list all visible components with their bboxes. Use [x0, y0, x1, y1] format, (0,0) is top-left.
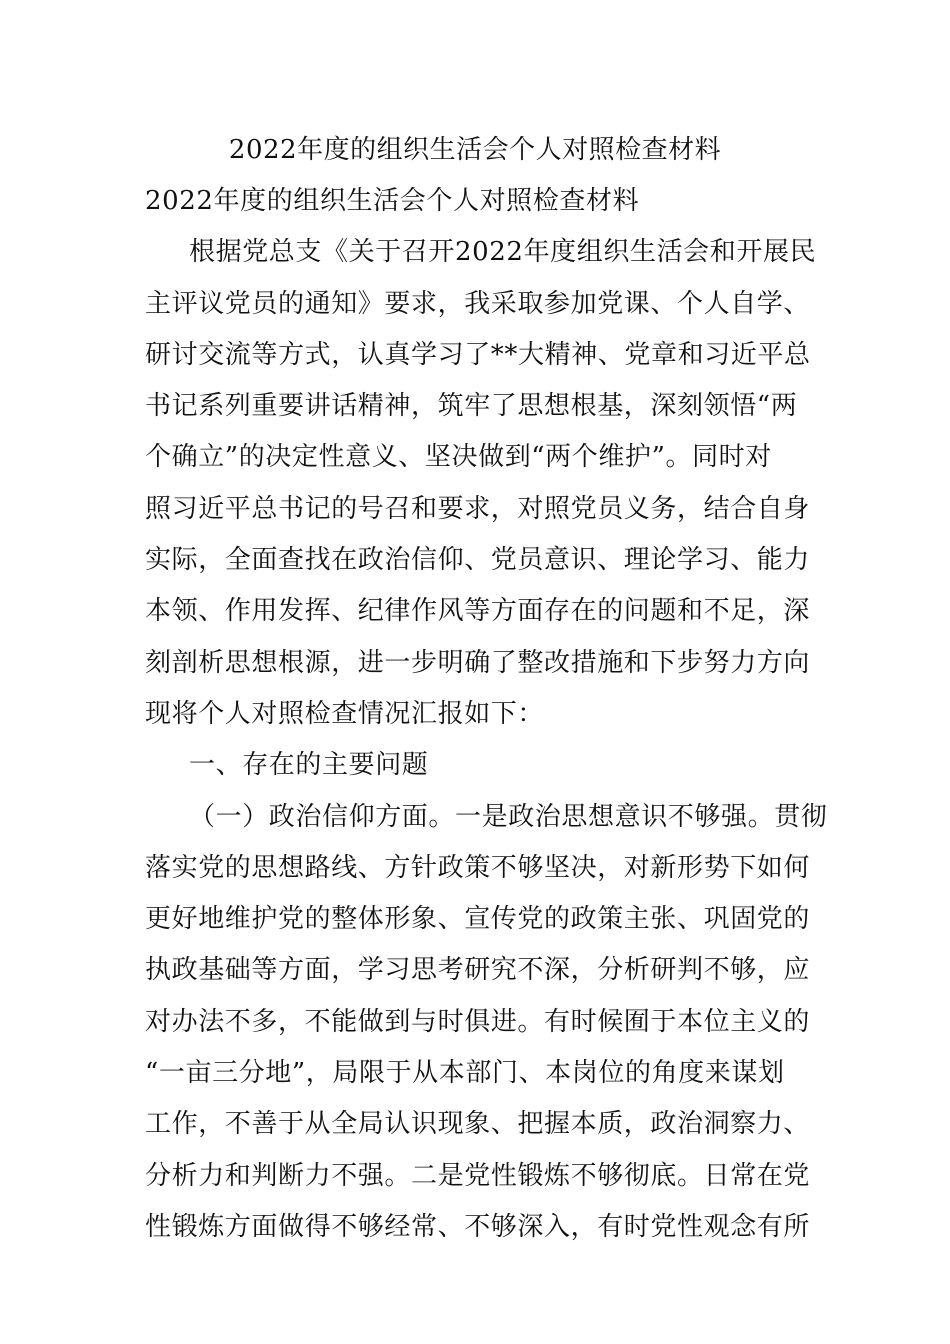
paragraph-line: 根据党总支《关于召开2022年度组织生活会和开展民 [189, 237, 817, 268]
paragraph-line: 落实党的思想路线、方针政策不够坚决，对新形势下如何 [145, 852, 811, 883]
paragraph-line: “一亩三分地”，局限于从本部门、本岗位的角度来谋划 [145, 1058, 785, 1089]
paragraph-line: 性锻炼方面做得不够经常、不够深入，有时党性观念有所 [145, 1211, 811, 1242]
paragraph-line: 对办法不多，不能做到与时俱进。有时候囿于本位主义的 [145, 1006, 811, 1037]
paragraph-line: （一）政治信仰方面。一是政治思想意识不够强。贯彻 [189, 801, 828, 832]
document-body [145, 176, 828, 1253]
paragraph-line: 执政基础等方面，学习思考研究不深，分析研判不够，应 [145, 955, 811, 986]
paragraph-line: 研讨交流等方式，认真学习了**大精神、党章和习近平总 [145, 339, 811, 370]
paragraph-line: 本领、作用发挥、纪律作风等方面存在的问题和不足，深 [145, 596, 811, 627]
paragraph-line: 刻剖析思想根源，进一步明确了整改措施和下步努力方向 [145, 647, 811, 678]
document-title: 2022年度的组织生活会个人对照检查材料 [228, 135, 722, 165]
paragraph-line: 书记系列重要讲话精神，筑牢了思想根基，深刻领悟“两 [145, 391, 798, 422]
paragraph-line: 更好地维护党的整体形象、宣传党的政策主张、巩固党的 [145, 904, 811, 935]
paragraph-line: 现将个人对照检查情况汇报如下： [145, 698, 545, 729]
section-heading: 一、存在的主要问题 [189, 750, 429, 781]
paragraph-line: 工作，不善于从全局认识现象、把握本质，政治洞察力、 [145, 1109, 811, 1140]
paragraph-line: 照习近平总书记的号召和要求，对照党员义务，结合自身 [145, 493, 811, 524]
paragraph-line: 个确立”的决定性意义、坚决做到“两个维护”。同时对 [145, 442, 772, 473]
subtitle-line: 2022年度的组织生活会个人对照检查材料 [145, 186, 640, 216]
paragraph-line: 实际，全面查找在政治信仰、党员意识、理论学习、能力 [145, 545, 811, 576]
paragraph-line: 分析力和判断力不强。二是党性锻炼不够彻底。日常在党 [145, 1160, 811, 1191]
paragraph-line: 主评议党员的通知》要求，我采取参加党课、个人自学、 [145, 288, 811, 319]
